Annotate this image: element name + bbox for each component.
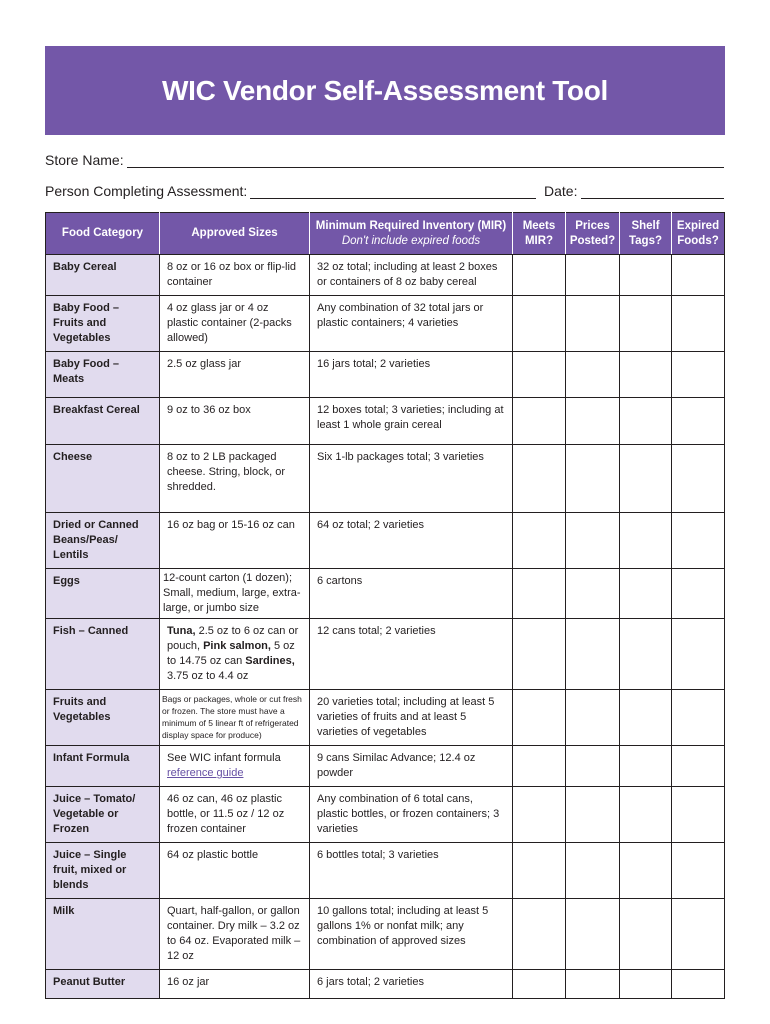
approved-sizes [160,619,310,690]
food-category: Milk [46,899,160,970]
header-meets-mir: Meets MIR? [513,213,566,255]
shelf-tags-cell[interactable] [620,398,672,445]
expired-foods-cell[interactable] [672,352,725,398]
date-label: Date: [544,183,578,199]
minimum-inventory: 16 jars total; 2 varieties [310,352,513,398]
shelf-tags-cell[interactable] [620,843,672,899]
sardines-size: 3.75 oz to 4.4 oz [167,670,249,682]
header-mir-label: Minimum Required Inventory (MIR) [315,219,507,232]
approved-sizes: 8 oz or 16 oz box or flip-lid container [160,255,310,296]
food-category: Breakfast Cereal [46,398,160,445]
meets-mir-cell[interactable] [513,352,566,398]
meets-mir-cell[interactable] [513,569,566,619]
food-category: Dried or Canned Beans/Peas/ Lentils [46,513,160,569]
prices-posted-cell[interactable] [566,398,620,445]
expired-foods-cell[interactable] [672,569,725,619]
expired-foods-cell[interactable] [672,255,725,296]
page-title: WIC Vendor Self-Assessment Tool [161,74,609,106]
reference-guide-link[interactable]: reference guide [167,767,244,779]
approved-sizes: 8 oz to 2 LB packaged cheese. String, block, or shredded. [160,445,310,513]
minimum-inventory: 6 jars total; 2 varieties [310,970,513,999]
pink-salmon-label: Pink salmon, [203,640,271,652]
table-row [46,787,725,843]
food-category: Cheese [46,445,160,513]
shelf-tags-cell[interactable] [620,296,672,352]
table-row [46,255,725,296]
header-prices-posted: Prices Posted? [566,213,620,255]
table-header-row [46,213,725,255]
shelf-tags-cell[interactable] [620,787,672,843]
prices-posted-cell[interactable] [566,619,620,690]
minimum-inventory: 10 gallons total; including at least 5 gallons 1% or nonfat milk; any combination of approved sizes [310,899,513,970]
pink-salmon-size: 5 oz to 14.75 oz can [167,640,295,667]
approved-sizes: Bags or packages, whole or cut fresh or frozen. The store must have a minimum of 5 linear ft of refrigerated display space for produce) [160,690,310,746]
shelf-tags-cell[interactable] [620,970,672,999]
shelf-tags-cell[interactable] [620,899,672,970]
minimum-inventory: 64 oz total; 2 varieties [310,513,513,569]
meets-mir-cell[interactable] [513,843,566,899]
expired-foods-cell[interactable] [672,445,725,513]
meets-mir-cell[interactable] [513,787,566,843]
minimum-inventory: 20 varieties total; including at least 5 varieties of fruits and at least 5 varieties of vegetables [310,690,513,746]
header-expired-foods: Expired Foods? [672,213,725,255]
expired-foods-cell[interactable] [672,690,725,746]
header-food-category: Food Category [46,213,160,255]
minimum-inventory: 6 bottles total; 3 varieties [310,843,513,899]
food-category: Eggs [46,569,160,619]
table-row [46,619,725,690]
meets-mir-cell[interactable] [513,690,566,746]
meets-mir-cell[interactable] [513,445,566,513]
prices-posted-cell[interactable] [566,843,620,899]
prices-posted-cell[interactable] [566,255,620,296]
minimum-inventory: Any combination of 6 total cans, plastic bottles, or frozen containers; 3 varieties [310,787,513,843]
header-approved-sizes: Approved Sizes [160,213,310,255]
food-category: Baby Food – Meats [46,352,160,398]
prices-posted-cell[interactable] [566,445,620,513]
approved-sizes [160,746,310,787]
food-category: Fruits and Vegetables [46,690,160,746]
prices-posted-cell[interactable] [566,690,620,746]
date-field[interactable] [581,198,724,199]
approved-sizes: 9 oz to 36 oz box [160,398,310,445]
meets-mir-cell[interactable] [513,255,566,296]
expired-foods-cell[interactable] [672,513,725,569]
assessment-table [45,212,725,999]
table-row [46,690,725,746]
minimum-inventory: Any combination of 32 total jars or plastic containers; 4 varieties [310,296,513,352]
prices-posted-cell[interactable] [566,352,620,398]
prices-posted-cell[interactable] [566,787,620,843]
shelf-tags-cell[interactable] [620,569,672,619]
prices-posted-cell[interactable] [566,970,620,999]
prices-posted-cell[interactable] [566,746,620,787]
table-row [46,569,725,619]
meets-mir-cell[interactable] [513,513,566,569]
shelf-tags-cell[interactable] [620,619,672,690]
food-category: Juice – Tomato/ Vegetable or Frozen [46,787,160,843]
food-category: Infant Formula [46,746,160,787]
meets-mir-cell[interactable] [513,619,566,690]
meets-mir-cell[interactable] [513,899,566,970]
meets-mir-cell[interactable] [513,746,566,787]
shelf-tags-cell[interactable] [620,746,672,787]
table-row [46,970,725,999]
approved-sizes: 2.5 oz glass jar [160,352,310,398]
meets-mir-cell[interactable] [513,296,566,352]
shelf-tags-cell[interactable] [620,513,672,569]
expired-foods-cell[interactable] [672,787,725,843]
shelf-tags-cell[interactable] [620,352,672,398]
prices-posted-cell[interactable] [566,296,620,352]
expired-foods-cell[interactable] [672,970,725,999]
minimum-inventory: 6 cartons [310,569,513,619]
meets-mir-cell[interactable] [513,970,566,999]
store-name-label: Store Name: [45,152,124,168]
approved-sizes: 16 oz bag or 15-16 oz can [160,513,310,569]
title-banner [45,46,725,135]
food-category: Baby Food – Fruits and Vegetables [46,296,160,352]
minimum-inventory: 32 oz total; including at least 2 boxes or containers of 8 oz baby cereal [310,255,513,296]
minimum-inventory: 12 cans total; 2 varieties [310,619,513,690]
table-row [46,445,725,513]
expired-foods-cell[interactable] [672,746,725,787]
food-category: Juice – Single fruit, mixed or blends [46,843,160,899]
sardines-label: Sardines, [245,655,295,667]
approved-sizes: 46 oz can, 46 oz plastic bottle, or 11.5 oz / 12 oz frozen container [160,787,310,843]
table-row [46,843,725,899]
table-row [46,398,725,445]
infant-formula-text: See WIC infant formula [167,752,281,764]
expired-foods-cell[interactable] [672,843,725,899]
expired-foods-cell[interactable] [672,899,725,970]
header-mir [310,213,513,255]
prices-posted-cell[interactable] [566,513,620,569]
food-category: Fish – Canned [46,619,160,690]
shelf-tags-cell[interactable] [620,255,672,296]
person-label: Person Completing Assessment: [45,183,248,199]
shelf-tags-cell[interactable] [620,690,672,746]
meets-mir-cell[interactable] [513,398,566,445]
tuna-size: 2.5 oz to 6 oz can or pouch, [167,625,299,652]
expired-foods-cell[interactable] [672,398,725,445]
approved-sizes: 4 oz glass jar or 4 oz plastic container (2-packs allowed) [160,296,310,352]
approved-sizes: 12-count carton (1 dozen); Small, medium, large, extra-large, or jumbo size [160,569,310,619]
table-row [46,746,725,787]
prices-posted-cell[interactable] [566,569,620,619]
shelf-tags-cell[interactable] [620,445,672,513]
table-row [46,899,725,970]
tuna-label: Tuna, [167,625,196,637]
table-row [46,513,725,569]
approved-sizes: 64 oz plastic bottle [160,843,310,899]
minimum-inventory: Six 1-lb packages total; 3 varieties [310,445,513,513]
food-category: Peanut Butter [46,970,160,999]
header-mir-note: Don't include expired foods [341,234,481,247]
minimum-inventory: 9 cans Similac Advance; 12.4 oz powder [310,746,513,787]
header-shelf-tags: Shelf Tags? [620,213,672,255]
expired-foods-cell[interactable] [672,296,725,352]
prices-posted-cell[interactable] [566,899,620,970]
expired-foods-cell[interactable] [672,619,725,690]
store-name-field[interactable] [127,167,724,168]
table-row [46,352,725,398]
food-category: Baby Cereal [46,255,160,296]
person-field[interactable] [250,198,536,199]
minimum-inventory: 12 boxes total; 3 varieties; including at least 1 whole grain cereal [310,398,513,445]
table-row [46,296,725,352]
approved-sizes: Quart, half-gallon, or gallon container. Dry milk – 3.2 oz to 64 oz. Evaporated milk – 12 oz [160,899,310,970]
approved-sizes: 16 oz jar [160,970,310,999]
